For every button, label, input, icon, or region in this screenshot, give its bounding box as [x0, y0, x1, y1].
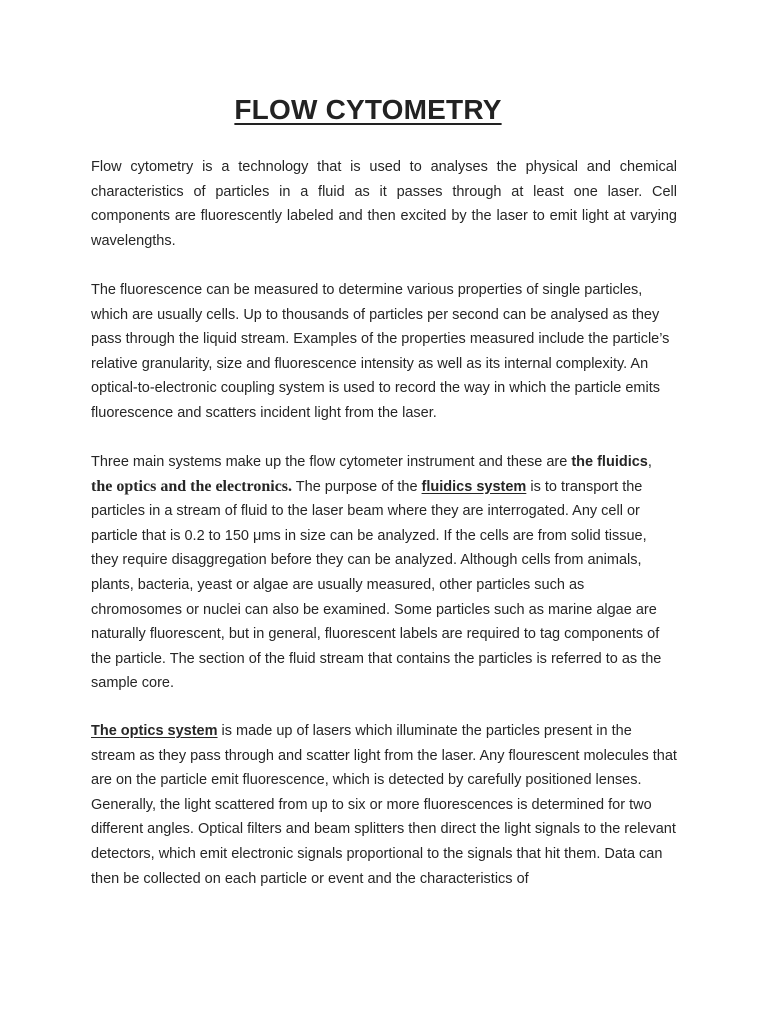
comma-text: ,: [647, 454, 652, 470]
purpose-prefix-text: The purpose of the: [292, 478, 422, 495]
optics-system-description: is made up of lasers which illuminate the particles present in the stream as they pass through and scatter light from the laser. Any flourescent molecules that are on the particle emit fluorescence, which is detected by carefully positioned lenses. Generally, the light scattered from up to six or more fluorescences is determined for two different angles. Optical filters and beam splitters then direct the light signals to the relevant detectors, which emit electronic signals proportional to the signals that hit them. Data can then be collected on each particle or event and the characteristics of: [91, 723, 677, 887]
fluidics-bold-text: the fluidics: [571, 454, 648, 470]
paragraph-introduction: Flow cytometry is a technology that is used to analyses the physical and chemical characteristics of particles in a fluid as it passes through at least one laser. Cell components are fluorescently labeled and then excited by the laser to emit light at varying wavelengths.: [91, 159, 677, 249]
fluidics-system-heading: fluidics system: [421, 478, 527, 495]
paragraph-main-systems: [91, 450, 677, 696]
paragraph-optics-system: [91, 719, 677, 891]
main-systems-intro-text: Three main systems make up the flow cytometer instrument and these are: [91, 454, 572, 470]
document-title: FLOW CYTOMETRY: [234, 94, 502, 125]
paragraph-fluorescence: The fluorescence can be measured to determine various properties of single particles, which are usually cells. Up to thousands of particles per second can be analysed as they pass through the liquid stream. Examples of the properties measured include the particle’s relative granularity, size and fluorescence intensity as well as its internal complexity. An optical-to-electronic coupling system is used to record the way in which the particle emits fluorescence and scatters incident light from the laser.: [91, 282, 670, 421]
optics-electronics-bold-text: the optics and the electronics.: [91, 477, 293, 495]
optics-system-heading: The optics system: [91, 723, 218, 739]
fluidics-system-description: is to transport the particles in a stream of fluid to the laser beam where they are interrogated. Any cell or particle that is 0.2 to 150 μms in size can be analyzed. If the cells are from solid tissue, they require disaggregation before they can be analyzed. Although cells from animals, plants, bacteria, yeast or algae are usually measured, other particles such as chromosomes or nuclei can also be examined. Some particles such as marine algae are naturally fluorescent, but in general, fluorescent labels are required to tag components of the particle. The section of the fluid stream that contains the particles is referred to as the sample core.: [91, 478, 662, 692]
